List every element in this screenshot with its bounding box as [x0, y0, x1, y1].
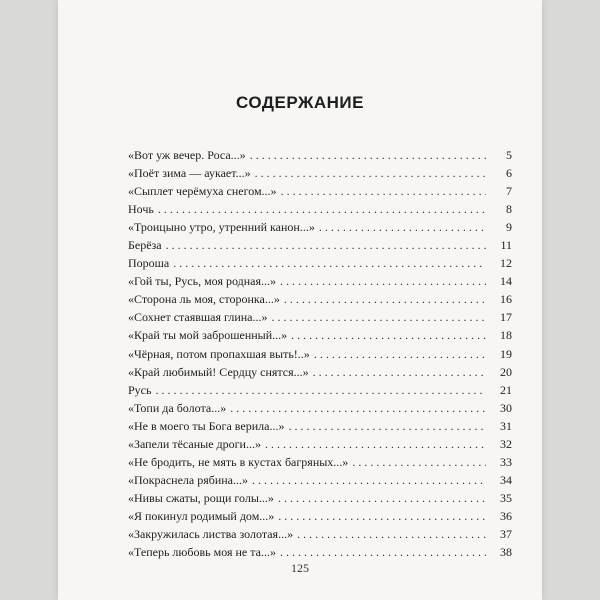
toc-entry	[128, 417, 512, 435]
toc-entry-title: «Я покинул родимый дом...»	[128, 508, 275, 523]
toc-entry-page: 36	[500, 508, 512, 523]
toc-leader-dots	[265, 435, 486, 453]
toc-entry-page: 18	[500, 328, 512, 343]
toc-entry	[128, 345, 512, 363]
toc-entry-title: «Закружилась листва золотая...»	[128, 526, 294, 541]
toc-leader-dots	[173, 254, 486, 272]
toc-entry-page: 34	[500, 472, 512, 487]
toc-entry-title: «Нивы сжаты, рощи голы...»	[128, 490, 274, 505]
toc-entry	[128, 489, 512, 507]
toc-entry-page: 31	[500, 418, 512, 433]
toc-entry-page: 7	[506, 184, 512, 199]
toc-entry-page: 35	[500, 490, 512, 505]
toc-entry-title: «Край ты мой заброшенный...»	[128, 328, 288, 343]
toc-leader-dots	[230, 399, 486, 417]
toc-entry-page: 37	[500, 526, 512, 541]
table-of-contents	[128, 146, 512, 561]
toc-entry-title: «Поёт зима — аукает...»	[128, 166, 251, 181]
toc-entry	[128, 543, 512, 561]
toc-entry-page: 30	[500, 400, 512, 415]
toc-entry-page: 20	[500, 364, 512, 379]
toc-entry-page: 9	[506, 220, 512, 235]
toc-entry	[128, 308, 512, 326]
toc-entry-title: «Покраснела рябина...»	[128, 472, 249, 487]
toc-entry-page: 12	[500, 256, 512, 271]
toc-entry	[128, 236, 512, 254]
toc-leader-dots	[252, 471, 486, 489]
toc-entry-title: «Сыплет черёмуха снегом...»	[128, 184, 277, 199]
toc-entry	[128, 326, 512, 344]
toc-entry	[128, 381, 512, 399]
toc-entry-title: «Гой ты, Русь, моя родная...»	[128, 274, 276, 289]
toc-entry-page: 8	[506, 202, 512, 217]
toc-entry	[128, 399, 512, 417]
toc-entry-page: 32	[500, 436, 512, 451]
toc-entry-page: 19	[500, 346, 512, 361]
toc-entry-title: «Сохнет стаявшая глина...»	[128, 310, 268, 325]
toc-leader-dots	[314, 345, 486, 363]
toc-entry	[128, 471, 512, 489]
toc-leader-dots	[297, 525, 486, 543]
toc-entry-title: «Запели тёсаные дроги...»	[128, 436, 261, 451]
toc-leader-dots	[271, 308, 486, 326]
toc-leader-dots	[166, 236, 486, 254]
toc-leader-dots	[352, 453, 486, 471]
toc-leader-dots	[291, 326, 486, 344]
toc-entry-title: «Не бродить, не мять в кустах багряных...»	[128, 454, 349, 469]
toc-entry-title: Ночь	[128, 202, 154, 217]
toc-leader-dots	[280, 543, 486, 561]
toc-entry-title: «Вот уж вечер. Роса...»	[128, 148, 246, 162]
toc-entry-title: «Троицыно утро, утренний канон...»	[128, 220, 315, 235]
page-number: 125	[291, 561, 309, 575]
toc-entry-title: «Не в моего ты Бога верила...»	[128, 418, 285, 433]
toc-entry-page: 6	[506, 166, 512, 181]
toc-entry	[128, 453, 512, 471]
book-page	[58, 0, 542, 600]
toc-leader-dots	[278, 489, 486, 507]
toc-entry	[128, 507, 512, 525]
toc-entry	[128, 272, 512, 290]
toc-leader-dots	[155, 381, 486, 399]
toc-entry-title: Пороша	[128, 256, 170, 271]
toc-entry-title: Русь	[128, 382, 152, 397]
toc-entry-title: «Теперь любовь моя не та...»	[128, 545, 276, 560]
toc-entry	[128, 363, 512, 381]
toc-entry-page: 11	[500, 238, 512, 253]
toc-entry	[128, 525, 512, 543]
toc-leader-dots	[313, 363, 486, 381]
toc-leader-dots	[319, 218, 486, 236]
page-title: СОДЕРЖАНИЕ	[236, 93, 364, 112]
toc-leader-dots	[255, 164, 486, 182]
toc-entry-title: «Топи да болота...»	[128, 400, 227, 415]
toc-leader-dots	[281, 182, 486, 200]
toc-entry	[128, 290, 512, 308]
toc-leader-dots	[288, 417, 486, 435]
toc-entry-page: 17	[500, 310, 512, 325]
toc-entry-title: «Чёрная, потом пропахшая выть!..»	[128, 346, 310, 361]
toc-entry-title: «Сторона ль моя, сторонка...»	[128, 292, 280, 307]
toc-entry	[128, 200, 512, 218]
toc-leader-dots	[250, 146, 486, 164]
toc-leader-dots	[158, 200, 486, 218]
toc-entry-title: Берёза	[128, 238, 162, 253]
toc-entry	[128, 435, 512, 453]
toc-entry-page: 16	[500, 292, 512, 307]
toc-entry	[128, 164, 512, 182]
toc-entry	[128, 182, 512, 200]
toc-entry-page: 5	[506, 148, 512, 162]
toc-entry-title: «Край любимый! Сердцу снятся...»	[128, 364, 309, 379]
toc-entry-page: 14	[500, 274, 512, 289]
toc-entry	[128, 254, 512, 272]
toc-leader-dots	[280, 272, 486, 290]
toc-entry-page: 21	[500, 382, 512, 397]
toc-leader-dots	[278, 507, 486, 525]
toc-entry	[128, 146, 512, 164]
toc-leader-dots	[284, 290, 486, 308]
toc-entry-page: 38	[500, 545, 512, 560]
toc-entry	[128, 218, 512, 236]
toc-entry-page: 33	[500, 454, 512, 469]
